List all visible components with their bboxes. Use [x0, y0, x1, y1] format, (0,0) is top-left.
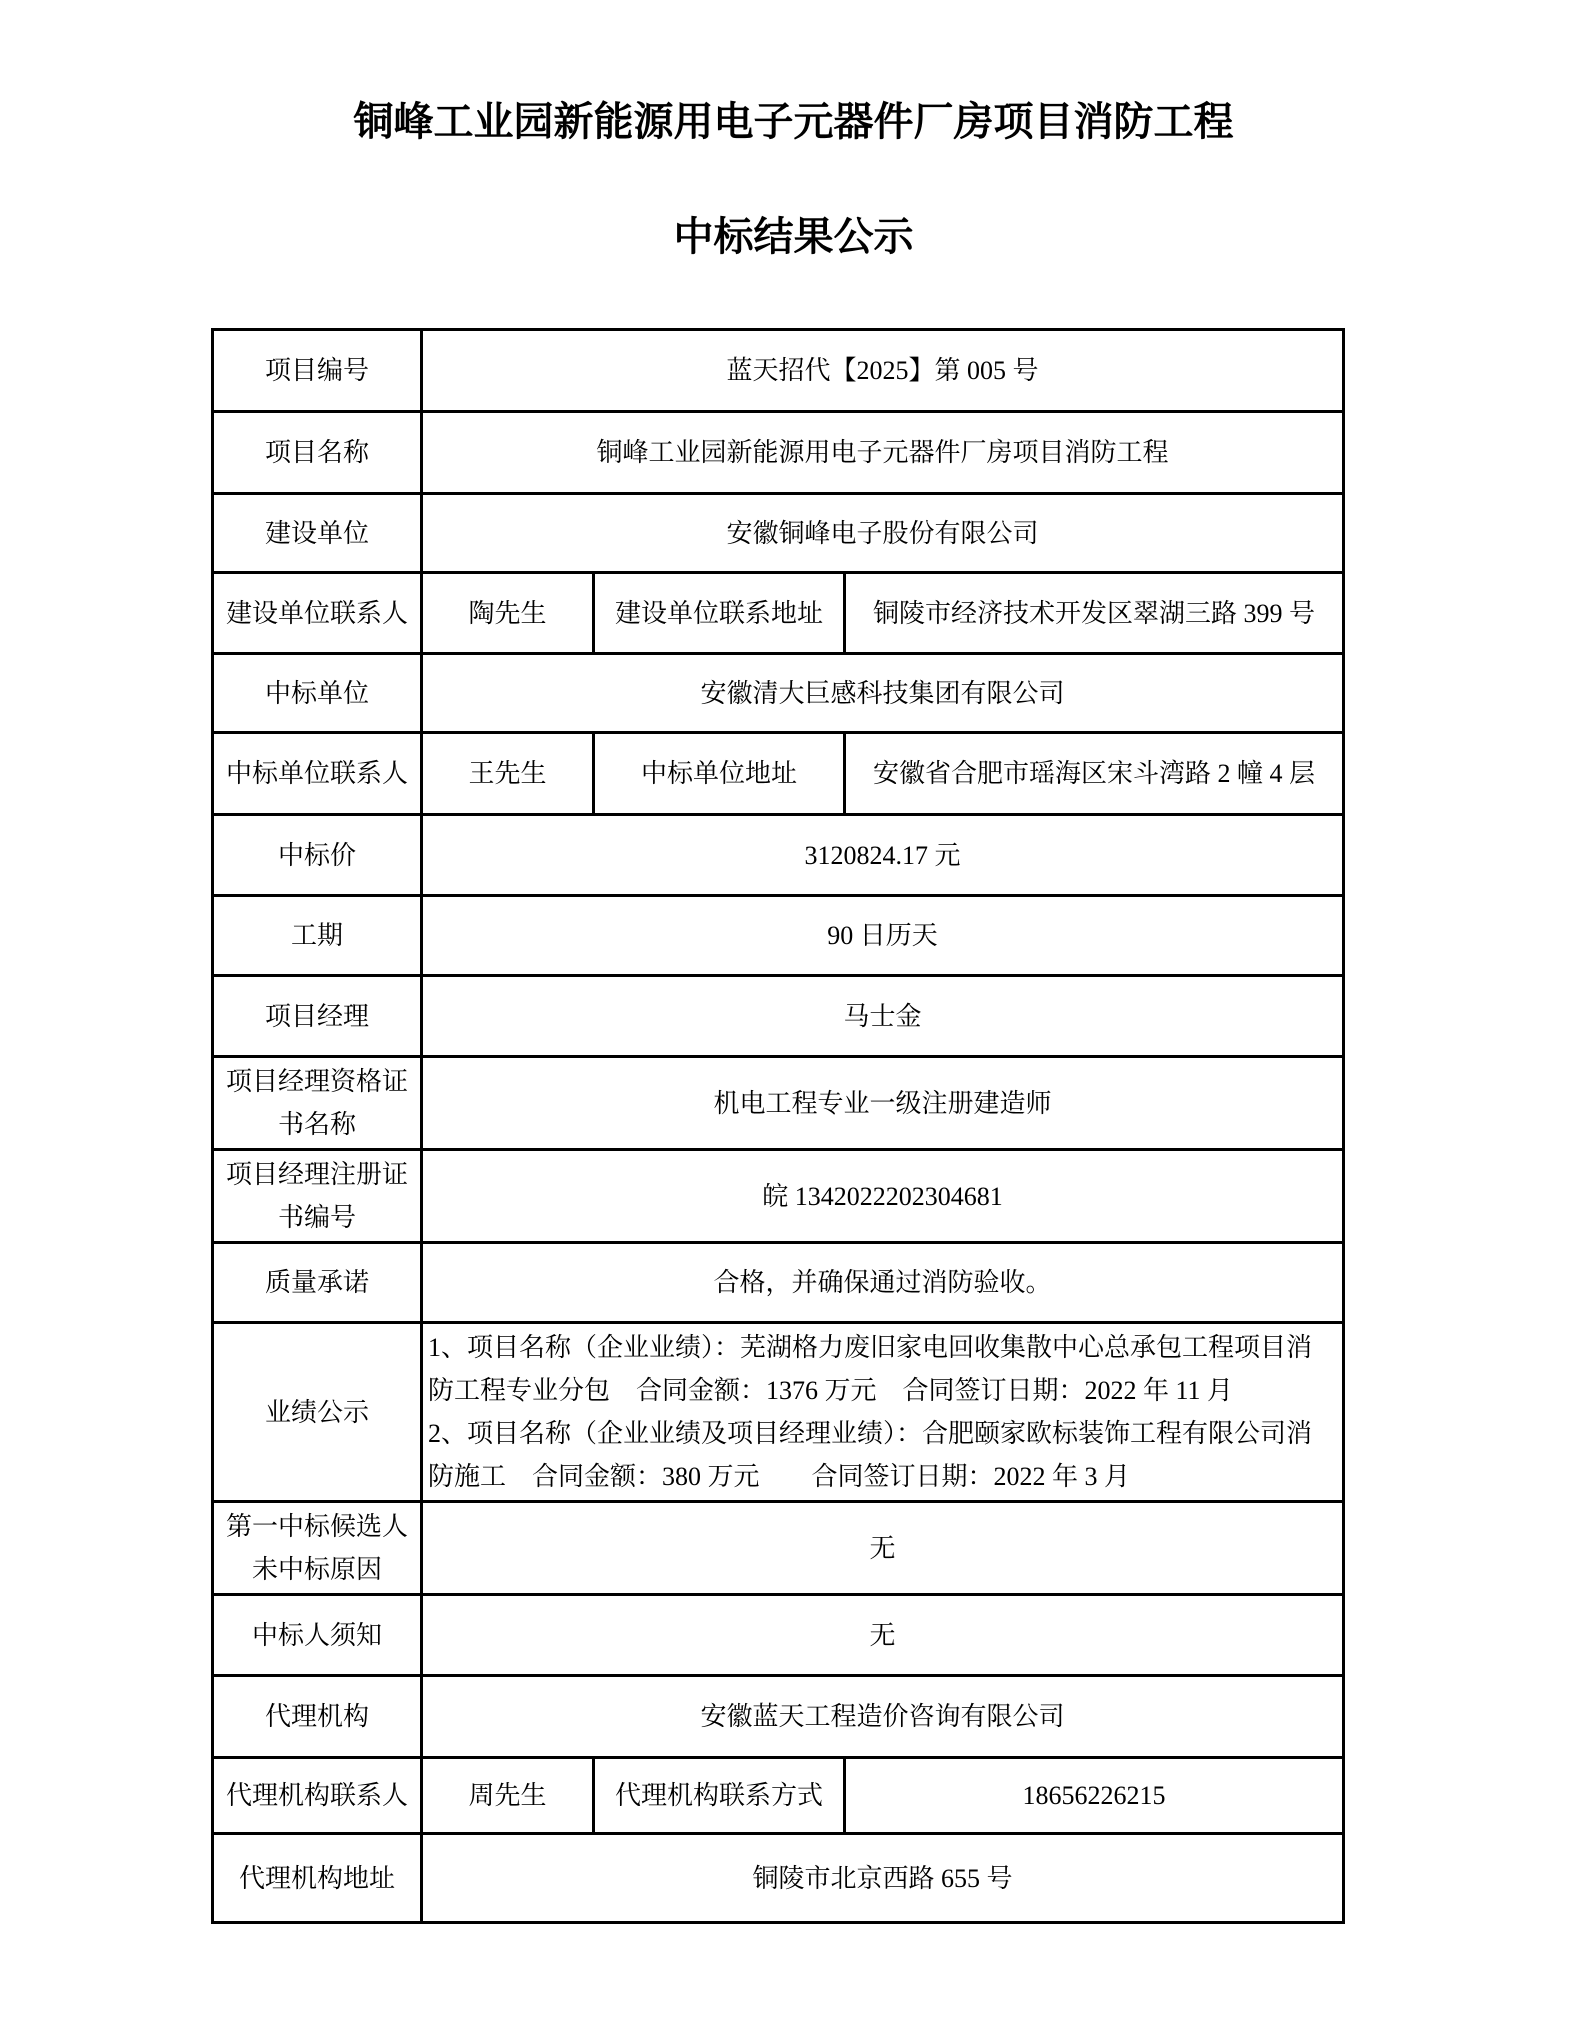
- row-value: 皖 1342022202304681: [422, 1150, 1344, 1243]
- performance-item-1: 1、项目名称（企业业绩）：芜湖格力废旧家电回收集散中心总承包工程项目消防工程专业分包 合同金额：1376 万元 合同签订日期：2022 年 11 月: [428, 1333, 1313, 1405]
- row-value-phone: 18656226215: [845, 1758, 1344, 1834]
- table-row-first-candidate-reason: [213, 1502, 1344, 1595]
- table-row-performance-publicity: [213, 1323, 1344, 1502]
- row-label: 质量承诺: [213, 1243, 422, 1323]
- table-row-project-manager: [213, 976, 1344, 1057]
- row-label: 代理机构联系人: [213, 1758, 422, 1834]
- row-label: 项目编号: [213, 330, 422, 412]
- row-label-phone: 代理机构联系方式: [594, 1758, 845, 1834]
- table-row-agency-address: [213, 1834, 1344, 1923]
- row-value: 铜陵市北京西路 655 号: [422, 1834, 1344, 1923]
- table-row-construction-unit-contact: [213, 573, 1344, 654]
- row-label: 工期: [213, 896, 422, 976]
- row-label-address: 建设单位联系地址: [594, 573, 845, 654]
- row-value: 马士金: [422, 976, 1344, 1057]
- table-row-manager-certificate-number: [213, 1150, 1344, 1243]
- row-value: 铜峰工业园新能源用电子元器件厂房项目消防工程: [422, 412, 1344, 494]
- row-label-address: 中标单位地址: [594, 733, 845, 815]
- row-label: 业绩公示: [213, 1323, 422, 1502]
- row-label: 建设单位: [213, 494, 422, 573]
- table-row-duration: [213, 896, 1344, 976]
- row-value: 安徽清大巨感科技集团有限公司: [422, 654, 1344, 733]
- table-row-agency-contact: [213, 1758, 1344, 1834]
- row-value-address: 铜陵市经济技术开发区翠湖三路 399 号: [845, 573, 1344, 654]
- document-title-line2: 中标结果公示: [673, 214, 914, 259]
- row-label: 中标单位联系人: [213, 733, 422, 815]
- row-label: 中标价: [213, 815, 422, 896]
- row-value: 无: [422, 1502, 1344, 1595]
- table-row-winning-unit: [213, 654, 1344, 733]
- row-value: [422, 1323, 1344, 1502]
- row-value-address: 安徽省合肥市瑶海区宋斗湾路 2 幢 4 层: [845, 733, 1344, 815]
- row-label: 建设单位联系人: [213, 573, 422, 654]
- table-row-winning-price: [213, 815, 1344, 896]
- row-value-contact: 陶先生: [422, 573, 594, 654]
- performance-item-2: 2、项目名称（企业业绩及项目经理业绩）：合肥颐家欧标装饰工程有限公司消防施工 合同金额：380 万元 合同签订日期：2022 年 3 月: [428, 1419, 1313, 1491]
- row-value-contact: 王先生: [422, 733, 594, 815]
- row-value: 3120824.17 元: [422, 815, 1344, 896]
- row-label: 项目经理: [213, 976, 422, 1057]
- table-row-project-name: [213, 412, 1344, 494]
- row-value: 无: [422, 1595, 1344, 1676]
- row-value: 安徽铜峰电子股份有限公司: [422, 494, 1344, 573]
- table-row-project-number: [213, 330, 1344, 412]
- row-label: 项目经理资格证书名称: [213, 1057, 422, 1150]
- bid-result-table: [211, 328, 1345, 1924]
- row-value-contact: 周先生: [422, 1758, 594, 1834]
- document-title-line1: 铜峰工业园新能源用电子元器件厂房项目消防工程: [353, 99, 1234, 144]
- row-value: 机电工程专业一级注册建造师: [422, 1057, 1344, 1150]
- table-row-manager-certificate-name: [213, 1057, 1344, 1150]
- row-label: 代理机构地址: [213, 1834, 422, 1923]
- table-row-construction-unit: [213, 494, 1344, 573]
- table-row-winning-unit-contact: [213, 733, 1344, 815]
- table-row-winner-notice: [213, 1595, 1344, 1676]
- row-value: 90 日历天: [422, 896, 1344, 976]
- table-row-quality-commitment: [213, 1243, 1344, 1323]
- row-label: 中标人须知: [213, 1595, 422, 1676]
- row-value: 安徽蓝天工程造价咨询有限公司: [422, 1676, 1344, 1758]
- row-value: 合格，并确保通过消防验收。: [422, 1243, 1344, 1323]
- row-label: 第一中标候选人未中标原因: [213, 1502, 422, 1595]
- row-label: 中标单位: [213, 654, 422, 733]
- row-label: 项目名称: [213, 412, 422, 494]
- table-row-agency: [213, 1676, 1344, 1758]
- row-value: 蓝天招代【2025】第 005 号: [422, 330, 1344, 412]
- row-label: 项目经理注册证书编号: [213, 1150, 422, 1243]
- row-label: 代理机构: [213, 1676, 422, 1758]
